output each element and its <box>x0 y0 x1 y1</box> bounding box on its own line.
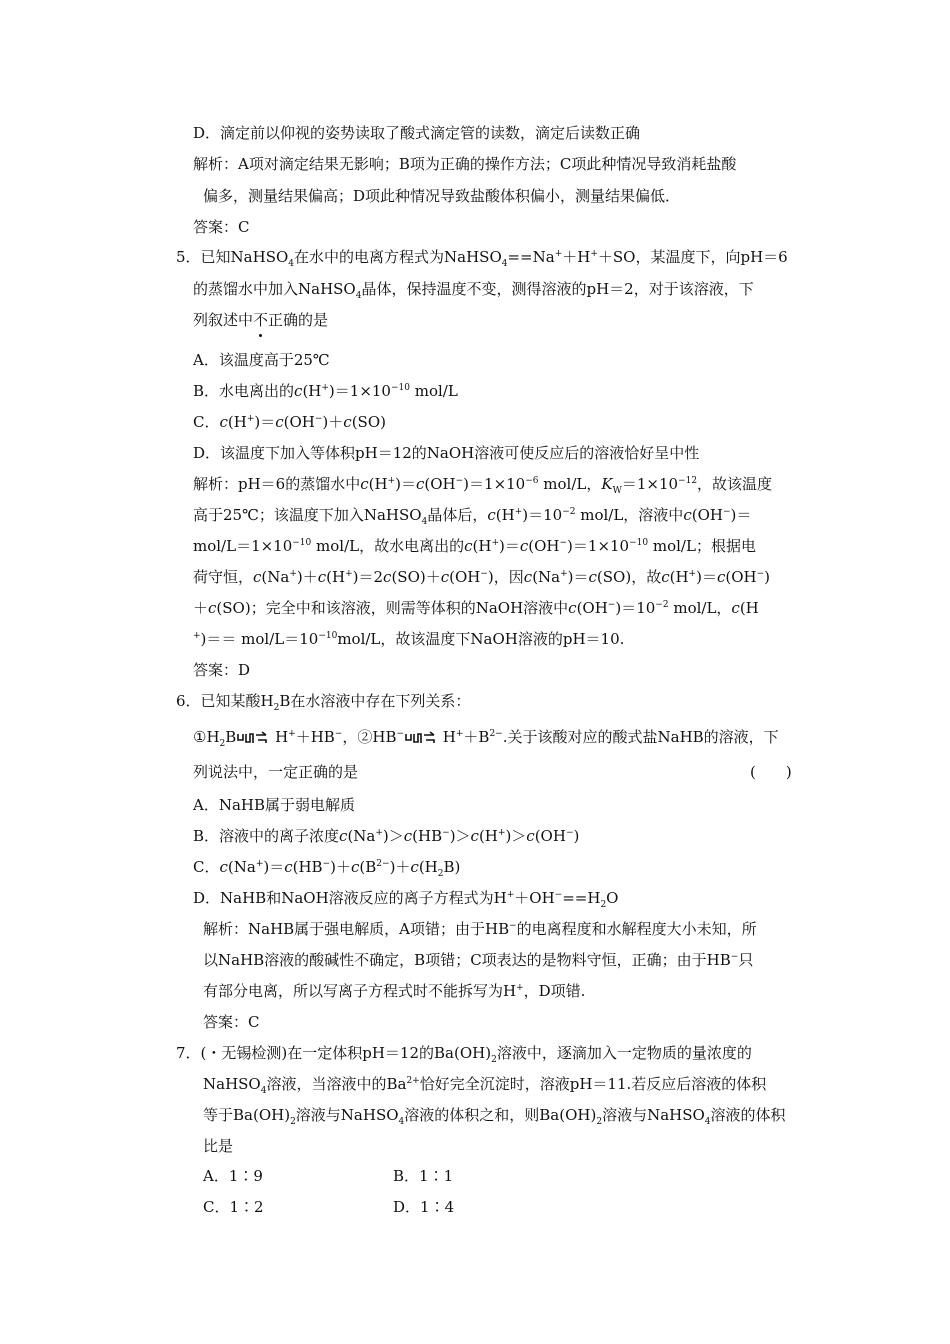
q5-analysis-line-1: 解析：pH＝6的蒸馏水中$c(H^+)=c(OH^-)=1\times 10^{-6}$ mol/L，$K_W=1\times 10^{-12}$，故该温度 <box>193 475 773 496</box>
q6-option-a: A．NaHB属于弱电解质 <box>193 796 356 814</box>
q4-analysis-line-1: 解析：A项对滴定结果无影响；B项为正确的操作方法；C项此种情况导致消耗盐酸 <box>193 155 737 173</box>
q6-option-b: B．溶液中的离子浓度c(Na+)＞c(HB−)＞c(H+)＞c(OH−) <box>193 827 580 845</box>
q5-answer: 答案：D <box>193 661 251 679</box>
q6-option-c: C．$c(Na^+)=c(HB^-)+c(B^{2-})+c(H_2B)$ <box>193 858 461 879</box>
q6-answer: 答案：C <box>203 1013 260 1031</box>
equilibrium-arrow-icon <box>236 731 270 745</box>
q4-analysis-line-2: 偏多，测量结果偏高；D项此种情况导致盐酸体积偏小，测量结果偏低． <box>203 187 681 205</box>
q5-analysis-line-3: mol/$L=1\times 10^{-10}$ mol/L，故水电离出的$c(H^+)=c(OH^-)=1\times 10^{-10}$ mol/L；根据电 <box>193 537 756 555</box>
q7-option-c: C．1∶2 <box>203 1198 264 1216</box>
q4-option-d: D．滴定前以仰视的姿势读取了酸式滴定管的读数，滴定后读数正确 <box>193 124 641 142</box>
q7-stem-line-4: 比是 <box>203 1137 234 1155</box>
emphasis-dot: 不 <box>253 311 269 329</box>
q6-analysis-line-1: 解析：NaHB属于强电解质，A项错；由于HB−的电离程度和水解程度大小未知，所 <box>203 920 757 938</box>
q6-analysis-line-2: 以NaHB溶液的酸碱性不确定，B项错；C项表达的是物料守恒，正确；由于HB−只 <box>203 951 754 969</box>
q7-stem-line-3: 等于$Ba(OH)_2$溶液与NaHSO$_4$溶液的体积之和，则$Ba(OH)_2$溶液与NaHSO$_4$溶液的体积 <box>203 1106 786 1127</box>
q5-option-b: B．水电离出的$c(H^+)=1\times 10^{-10}$ mol/L <box>193 382 458 400</box>
q5-option-c: C．c(H+)＝c(OH−)＋c(SO) <box>193 413 386 431</box>
q7-stem-line-2: NaHSO$_4$溶液，当溶液中的$Ba^{2+}$恰好完全沉淀时，溶液pH＝11.若反应后溶液的体积 <box>203 1075 767 1096</box>
equilibrium-arrow-icon <box>404 731 438 745</box>
q6-analysis-line-3: 有部分电离，所以写离子方程式时不能拆写为H+，D项错. <box>203 982 586 1000</box>
q5-stem-line-3: 列叙述中不正确的是 <box>193 311 329 329</box>
q5-analysis-line-6: +)＝＝ mol/$L=10^{-10}mol/L$，故该温度下NaOH溶液的pH＝10. <box>193 630 625 648</box>
q5-option-a: A．该温度高于25℃ <box>193 351 330 369</box>
q6-stem-line-1: 6．已知某酸$H_2B$在水溶液中存在下列关系： <box>176 692 471 713</box>
q6-stem-line-2: $①H_2B$ H+＋HB−，②HB− $H^++B^{2-}$.关于该酸对应的酸式盐NaHB的溶液，下 <box>193 728 779 749</box>
q5-stem-line-2: 的蒸馏水中加入NaHSO$_4$晶体，保持温度不变，测得溶液的pH＝2，对于该溶液，下 <box>193 280 754 301</box>
answer-blank: ( ) <box>750 763 792 781</box>
q7-option-d: D．1∶4 <box>393 1198 455 1216</box>
q7-stem-line-1: 7．(・无锡检测)在一定体积pH＝12的$Ba(OH)_2$溶液中，逐滴加入一定物质的量浓度的 <box>176 1044 752 1065</box>
q6-option-d: D．NaHB和NaOH溶液反应的离子方程式为$H^++OH^-==H_2O$ <box>193 889 619 910</box>
q7-option-b: B．1∶1 <box>393 1167 454 1185</box>
q4-answer: 答案：C <box>193 218 250 236</box>
q6-stem-line-3: 列说法中，一定正确的是 <box>193 763 359 781</box>
q5-analysis-line-4: 荷守恒，c(Na+)＋c(H+)＝2c(SO)＋c(OH−)，因c(Na+)＝c(SO)，故c(H+)＝c(OH−) <box>193 568 770 586</box>
q5-analysis-line-2: 高于25℃；该温度下加入NaHSO$_4$晶体后，$c(H^+)=10^{-2}$ mol/L，溶液中c(OH−)＝ <box>193 506 752 527</box>
q5-analysis-line-5: ＋c(SO)；完全中和该溶液，则需等体积的NaOH溶液中$c(OH^-)=10^{-2}$ mol/L，c(H <box>193 599 759 617</box>
q7-option-a: A．1∶9 <box>203 1167 263 1185</box>
q5-option-d: D．该温度下加入等体积pH＝12的NaOH溶液可使反应后的溶液恰好呈中性 <box>193 444 700 462</box>
q5-stem-line-1: 5．已知NaHSO$_4$在水中的电离方程式为NaHSO$_4$==Na+＋H+＋SO，某温度下，向pH＝6 <box>176 248 788 269</box>
